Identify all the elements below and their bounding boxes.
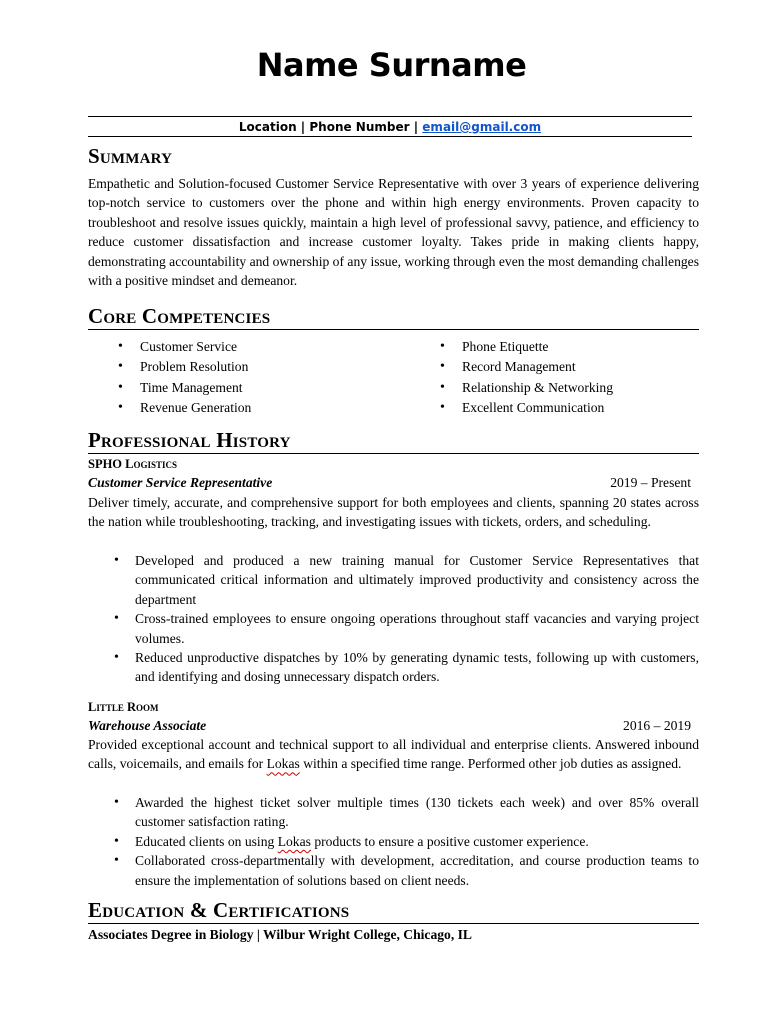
competency-item: • Revenue Generation <box>118 398 418 418</box>
competency-item: • Excellent Communication <box>440 398 699 418</box>
job-role-row <box>88 716 699 735</box>
summary-heading: Summary <box>88 144 173 168</box>
job-dates: 2019 – Present <box>610 475 691 490</box>
job-bullets <box>88 551 699 687</box>
contact-divider-top <box>88 116 692 117</box>
location-phone-text: Location | Phone Number | <box>238 120 423 134</box>
contact-divider-bottom <box>88 136 692 137</box>
competencies-left-list <box>118 337 418 418</box>
job-bullet: • Cross-trained employees to ensure ongoing operations throughout staff vacancies and varying project volumes. <box>88 609 699 648</box>
description-text: within a specified time range. Performed other job duties as assigned. <box>299 756 682 772</box>
bullet-text: Educated clients on using <box>135 833 278 849</box>
job-bullet <box>88 832 699 851</box>
competencies-heading: Core Competencies <box>88 304 271 328</box>
company-name: Little Room <box>88 700 159 714</box>
job-bullet: • Reduced unproductive dispatches by 10% by generating dynamic tests, following up with customers, and identifying and dosing unnecessary dispatch orders. <box>88 648 699 687</box>
history-rule <box>88 453 699 454</box>
competency-item: • Customer Service <box>118 337 418 357</box>
job-title: Customer Service Representative <box>88 475 273 490</box>
competency-item: • Phone Etiquette <box>440 337 699 357</box>
job-bullets <box>88 793 699 890</box>
summary-text: Empathetic and Solution-focused Customer Service Representative with over 3 years of experience delivering top-notch service to customers over the phone and within high energy environments. Proven capacity to troubleshoot and resolve issues quickly, maintain a high level of professional savvy, patience, and efficiency to reduce customer dissatisfaction and increase customer loyalty. Takes pride in making clients happy, demonstrating accountability and ownership of any issue, working through even the most demanding challenges with a positive mindset and demeanor. <box>88 176 699 289</box>
competencies-rule <box>88 329 699 330</box>
education-heading: Education & Certifications <box>88 898 350 922</box>
history-heading: Professional History <box>88 428 291 452</box>
job-description <box>88 735 699 774</box>
job-title: Warehouse Associate <box>88 718 207 733</box>
competency-item: • Problem Resolution <box>118 357 418 377</box>
spellcheck-word: Lokas <box>266 756 300 772</box>
job-bullet: • Developed and produced a new training manual for Customer Service Representatives that communicated critical information and ultimately improved productivity and consistency across the department <box>88 551 699 609</box>
email-link[interactable]: email@gmail.com <box>422 120 542 134</box>
spellcheck-word: Lokas <box>277 833 311 849</box>
job-bullet: • Collaborated cross-departmentally with development, accreditation, and course production teams to ensure the implementation of solutions based on client needs. <box>88 851 699 890</box>
competency-item: • Time Management <box>118 378 418 398</box>
competency-item: • Relationship & Networking <box>440 378 699 398</box>
description-text: Provided exceptional account and technical support to all individual and enterprise clients. Answered inbound calls, voicemails, and emails for <box>88 737 699 772</box>
job-role-row <box>88 473 699 492</box>
job-dates: 2016 – 2019 <box>623 718 691 733</box>
competencies-right-list <box>440 337 699 418</box>
candidate-name: Name Surname <box>256 46 527 84</box>
job-bullet: • Awarded the highest ticket solver multiple times (130 tickets each week) and over 85% overall customer satisfaction rating. <box>88 793 699 832</box>
education-rule <box>88 923 699 924</box>
education-entry: Associates Degree in Biology | Wilbur Wright College, Chicago, IL <box>88 927 473 942</box>
contact-line <box>88 119 692 135</box>
job-description: Deliver timely, accurate, and comprehensive support for both employees and clients, spanning 20 states across the nation while troubleshooting, tracking, and investigating issues with tickets, orders, and scheduling. <box>88 495 699 530</box>
company-name: SPHO Logistics <box>88 457 178 471</box>
competency-item: • Record Management <box>440 357 699 377</box>
bullet-text: products to ensure a positive customer experience. <box>310 833 589 849</box>
